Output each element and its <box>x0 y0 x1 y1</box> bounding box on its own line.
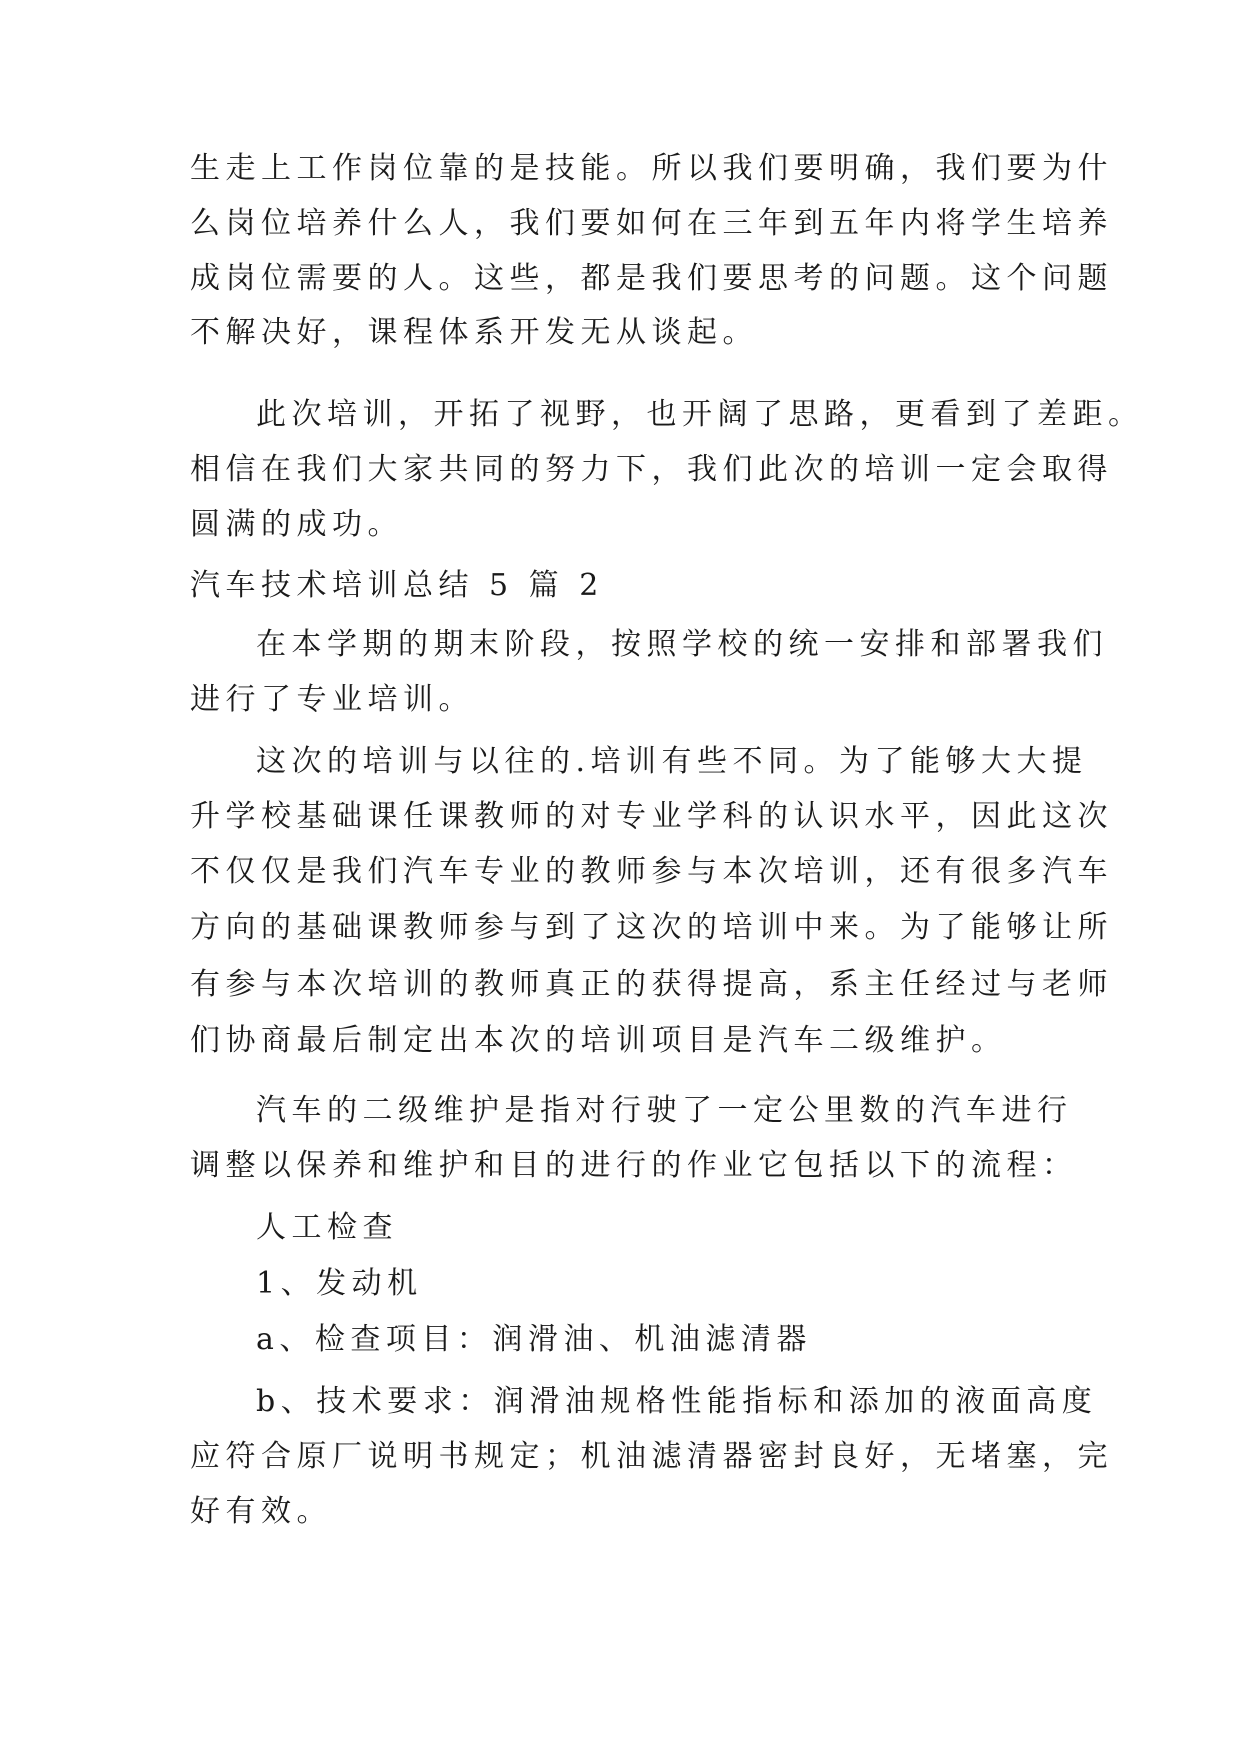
text-line: 不解决好，课程体系开发无从谈起。 <box>190 315 758 350</box>
text-line: 成岗位需要的人。这些，都是我们要思考的问题。这个问题 <box>190 261 1113 296</box>
list-item: a、检查项目：润滑油、机油滤清器 <box>256 1322 812 1357</box>
text-line: 方向的基础课教师参与到了这次的培训中来。为了能够让所 <box>190 910 1113 945</box>
text-line: 圆满的成功。 <box>190 507 403 542</box>
list-item: 1、发动机 <box>256 1266 423 1301</box>
text-line: 好有效。 <box>190 1494 332 1529</box>
text-line: 此次培训，开拓了视野，也开阔了思路，更看到了差距。 <box>256 397 1144 432</box>
text-line: 人工检查 <box>256 1210 398 1245</box>
list-item: b、技术要求：润滑油规格性能指标和添加的液面高度 <box>256 1384 1098 1419</box>
text-line: 在本学期的期末阶段，按照学校的统一安排和部署我们 <box>256 627 1108 662</box>
text-line: 汽车的二级维护是指对行驶了一定公里数的汽车进行 <box>256 1093 1073 1128</box>
text-line: 调整以保养和维护和目的进行的作业它包括以下的流程： <box>190 1148 1078 1183</box>
text-line: 这次的培训与以往的.培训有些不同。为了能够大大提 <box>256 744 1088 779</box>
text-line: 应符合原厂说明书规定；机油滤清器密封良好，无堵塞，完 <box>190 1439 1113 1474</box>
text-line: 进行了专业培训。 <box>190 682 474 717</box>
text-line: 有参与本次培训的教师真正的获得提高，系主任经过与老师 <box>190 967 1113 1002</box>
text-line: 相信在我们大家共同的努力下，我们此次的培训一定会取得 <box>190 452 1113 487</box>
text-line: 生走上工作岗位靠的是技能。所以我们要明确，我们要为什 <box>190 151 1113 186</box>
text-line: 升学校基础课任课教师的对专业学科的认识水平，因此这次 <box>190 799 1113 834</box>
text-line: 不仅仅是我们汽车专业的教师参与本次培训，还有很多汽车 <box>190 854 1113 889</box>
text-line: 么岗位培养什么人，我们要如何在三年到五年内将学生培养 <box>190 206 1113 241</box>
section-heading: 汽车技术培训总结 5 篇 2 <box>190 568 604 603</box>
text-line: 们协商最后制定出本次的培训项目是汽车二级维护。 <box>190 1023 1007 1058</box>
